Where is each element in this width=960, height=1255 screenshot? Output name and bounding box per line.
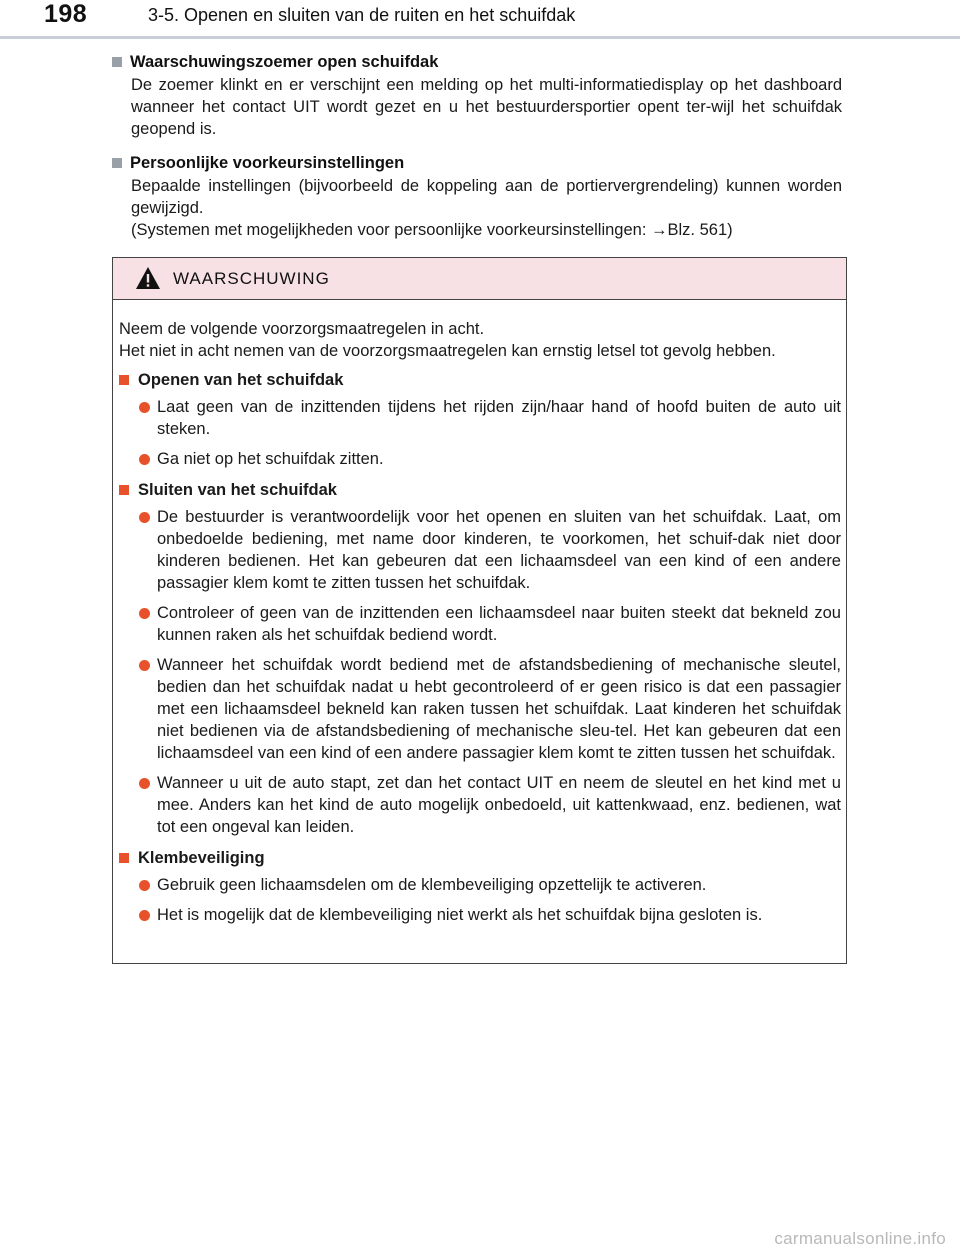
topic-voorkeursinstellingen <box>112 151 842 241</box>
topic-heading <box>112 151 842 175</box>
round-bullet-icon <box>139 880 150 891</box>
square-bullet-icon <box>119 853 129 863</box>
warning-title: WAARSCHUWING <box>173 269 330 288</box>
warning-bullet-text: Wanneer het schuifdak wordt bediend met de afstandsbediening of mechanische sleutel, bedien dan het schuifdak nadat u hebt gecontroleerd of er geen risico is dat een passagier met een lichaamsdeel bekneld kan raken tussen het schuifdak. Laat kinderen het schuifdak niet bedienen via de afstandsbediening of mechanische sleu-tel. Het kan gebeuren dat een lichaamsdeel van een kind of een andere passagier klem komt te zitten tussen het schuifdak. <box>157 656 841 762</box>
round-bullet-icon <box>139 608 150 619</box>
warning-bullet <box>119 448 841 470</box>
warning-section-heading <box>119 846 841 870</box>
round-bullet-icon <box>139 778 150 789</box>
warning-bullet <box>119 396 841 440</box>
warning-bullet <box>119 904 841 926</box>
warning-section-title: Sluiten van het schuifdak <box>138 480 337 499</box>
warning-header <box>113 258 846 300</box>
topic-body <box>131 175 842 241</box>
round-bullet-icon <box>139 660 150 671</box>
topic-body-line: Bepaalde instellingen (bijvoorbeeld de koppeling aan de portiervergrendeling) kunnen worden gewijzigd. <box>131 177 842 217</box>
topic-heading-text: Persoonlijke voorkeursinstellingen <box>130 153 405 172</box>
round-bullet-icon <box>139 454 150 465</box>
topic-body: De zoemer klinkt en er verschijnt een melding op het multi-informatiedisplay op het dashboard wanneer het contact UIT wordt gezet en u het bestuurdersportier opent ter-wijl het schuifdak geopend is. <box>131 76 842 138</box>
round-bullet-icon <box>139 910 150 921</box>
warning-bullet-text: Gebruik geen lichaamsdelen om de klembeveiliging opzettelijk te activeren. <box>157 876 707 894</box>
page-header <box>0 0 960 40</box>
warning-intro <box>119 318 841 362</box>
warning-section-heading <box>119 368 841 392</box>
warning-section-heading <box>119 478 841 502</box>
page-number: 198 <box>44 0 88 28</box>
topic-zoemer <box>112 50 842 140</box>
warning-bullet <box>119 654 841 764</box>
square-bullet-icon <box>112 57 122 67</box>
warning-bullet-text: Laat geen van de inzittenden tijdens het rijden zijn/haar hand of hoofd buiten de auto uit steken. <box>157 398 841 438</box>
warning-bullet-text: Het is mogelijk dat de klembeveiliging niet werkt als het schuifdak bijna gesloten is. <box>157 906 763 924</box>
warning-section-title: Klembeveiliging <box>138 848 265 867</box>
warning-box <box>112 257 847 964</box>
topic-heading-text: Waarschuwingszoemer open schuifdak <box>130 52 439 71</box>
watermark-link[interactable]: carmanualsonline.info <box>774 1229 946 1248</box>
square-bullet-icon <box>119 375 129 385</box>
page-reference: (Systemen met mogelijkheden voor persoonlijke voorkeursinstellingen: →Blz. 561) <box>131 221 733 239</box>
header-divider <box>0 36 960 39</box>
warning-content <box>119 318 841 934</box>
warning-bullet <box>119 772 841 838</box>
warning-intro-line: Het niet in acht nemen van de voorzorgsmaatregelen kan ernstig letsel tot gevolg hebben. <box>119 342 776 360</box>
warning-bullet-text: De bestuurder is verantwoordelijk voor het openen en sluiten van het schuifdak. Laat, om onbedoelde bediening, met name door kinderen, te voorkomen, het schuif-dak niet door kinderen bedienen. Het kan gebeuren dat een lichaamsdeel van een kind of een andere passagier klem komt te zitten tussen het schuifdak. <box>157 508 841 592</box>
warning-bullet <box>119 874 841 896</box>
square-bullet-icon <box>112 158 122 168</box>
round-bullet-icon <box>139 402 150 413</box>
warning-bullet <box>119 506 841 594</box>
warning-triangle-icon <box>135 266 161 290</box>
square-bullet-icon <box>119 485 129 495</box>
section-title: 3-5. Openen en sluiten van de ruiten en het schuifdak <box>148 5 576 25</box>
warning-bullet-text: Wanneer u uit de auto stapt, zet dan het contact UIT en neem de sleutel en het kind met u mee. Anders kan het kind de auto mogelijk onbedoeld, uit kattenkwaad, enz. bedienen, wat tot een ongeval kan leiden. <box>157 774 841 836</box>
warning-bullet-text: Ga niet op het schuifdak zitten. <box>157 450 384 468</box>
warning-section-title: Openen van het schuifdak <box>138 370 344 389</box>
warning-bullet-text: Controleer of geen van de inzittenden een lichaamsdeel naar buiten steekt dat bekneld zou kunnen raken als het schuifdak bediend wordt. <box>157 604 841 644</box>
round-bullet-icon <box>139 512 150 523</box>
warning-bullet <box>119 602 841 646</box>
topic-heading <box>112 50 842 74</box>
warning-intro-line: Neem de volgende voorzorgsmaatregelen in acht. <box>119 320 485 338</box>
